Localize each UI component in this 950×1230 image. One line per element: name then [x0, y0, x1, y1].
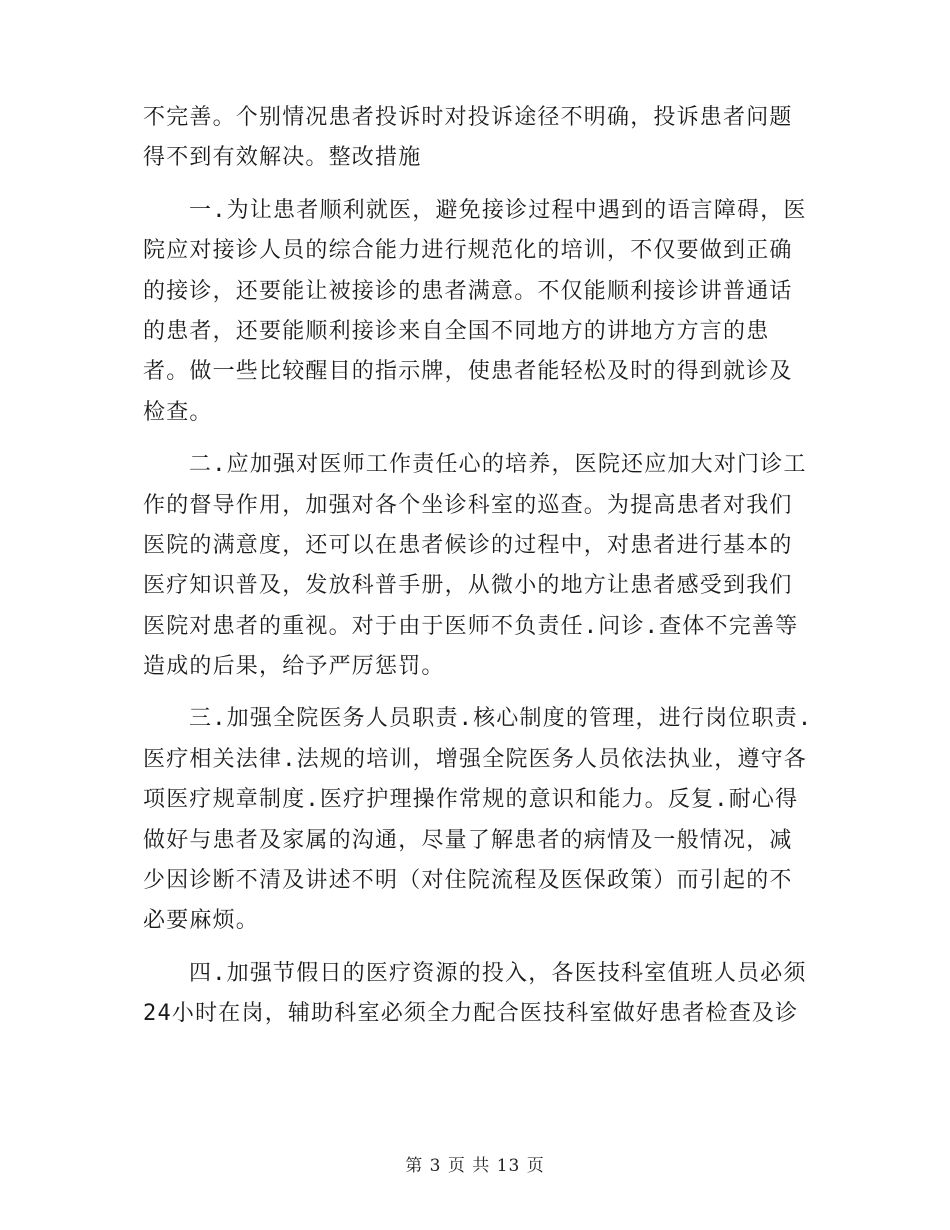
text-line: 医院的满意度，还可以在患者候诊的过程中，对患者进行基本的 [143, 532, 793, 558]
paragraph-3-start: 三.加强全院医务人员职责.核心制度的管理，进行岗位职责. [189, 706, 813, 732]
document-body [143, 98, 813, 1035]
text-line: 项医疗规章制度.医疗护理操作常规的意识和能力。反复.耐心得 [143, 787, 799, 813]
text-line: 医疗知识普及，发放科普手册，从微小的地方让患者感受到我们 [143, 573, 793, 599]
text-line: 少因诊断不清及讲述不明（对住院流程及医保政策）而引起的不 [143, 868, 793, 894]
text-line: 医院对患者的重视。对于由于医师不负责任.问诊.查体不完善等 [143, 613, 799, 639]
text-line: 必要麻烦。 [143, 908, 260, 934]
text-line: 24小时在岗，辅助科室必须全力配合医技科室做好患者检查及诊 [143, 1001, 799, 1027]
text-line: 造成的后果，给予严厉惩罚。 [143, 654, 445, 680]
text-line: 的接诊，还要能让被接诊的患者满意。不仅能顺利接诊讲普通话 [143, 278, 793, 304]
text-line: 医疗相关法律.法规的培训，增强全院医务人员依法执业，遵守各 [143, 746, 808, 772]
paragraph-1-start: 一.为让患者顺利就医，避免接诊过程中遇到的语言障碍，医 [189, 197, 807, 223]
page-number-footer: 第 3 页 共 13 页 [405, 1156, 545, 1176]
paragraph-4-start: 四.加强节假日的医疗资源的投入，各医技科室值班人员必须 [189, 960, 807, 986]
text-line: 的患者，还要能顺利接诊来自全国不同地方的讲地方方言的患 [143, 318, 770, 344]
text-line: 者。做一些比较醒目的指示牌，使患者能轻松及时的得到就诊及 [143, 359, 793, 385]
text-line: 不完善。个别情况患者投诉时对投诉途径不明确，投诉患者问题 [143, 105, 793, 130]
text-line: 得不到有效解决。整改措施 [143, 145, 422, 171]
text-line: 作的督导作用，加强对各个坐诊科室的巡查。为提高患者对我们 [143, 492, 793, 518]
text-line: 院应对接诊人员的综合能力进行规范化的培训，不仅要做到正确 [143, 238, 793, 264]
text-line: 检查。 [143, 399, 213, 425]
paragraph-2-start: 二.应加强对医师工作责任心的培养，医院还应加大对门诊工 [189, 452, 807, 478]
text-line: 做好与患者及家属的沟通，尽量了解患者的病情及一般情况，减 [143, 827, 793, 853]
